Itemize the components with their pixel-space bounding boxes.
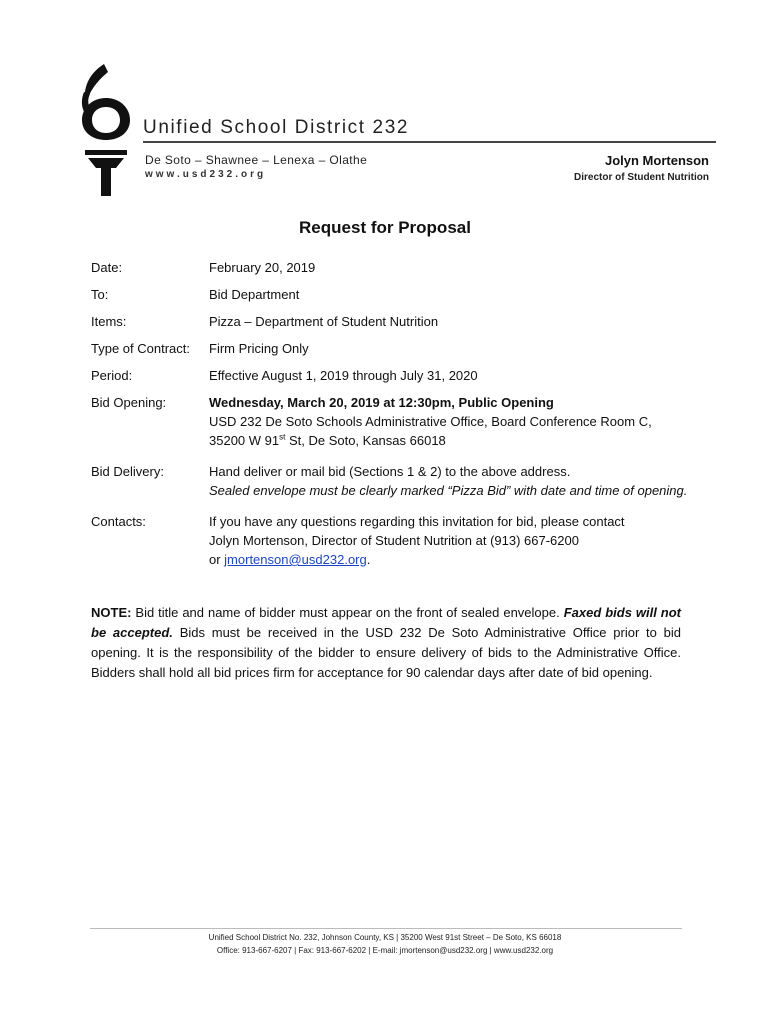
footer-address: Unified School District No. 232, Johnson County, KS | 35200 West 91st Street – De Soto, KS 66018 <box>208 933 562 942</box>
contacts-intro: If you have any questions regarding this invitation for bid, please contact <box>209 514 625 529</box>
field-value <box>209 462 691 500</box>
field-label: Period: <box>91 368 133 383</box>
bid-opening-datetime: Wednesday, March 20, 2019 at 12:30pm, Public Opening <box>209 395 554 410</box>
footer <box>0 931 770 957</box>
field-period <box>91 366 691 385</box>
field-label: Contacts: <box>91 514 146 529</box>
bid-opening-location: USD 232 De Soto Schools Administrative Office, Board Conference Room C, <box>209 414 652 429</box>
field-value: February 20, 2019 <box>209 260 316 275</box>
field-value: Bid Department <box>209 287 300 302</box>
document-title: Request for Proposal <box>299 218 471 237</box>
field-label: Bid Delivery: <box>91 464 164 479</box>
field-label: Bid Opening: <box>91 395 167 410</box>
ordinal-suffix: st <box>279 432 286 442</box>
note-label: NOTE: <box>91 605 132 620</box>
field-label: To: <box>91 287 109 302</box>
field-items <box>91 312 691 331</box>
bid-delivery-envelope-note: Sealed envelope must be clearly marked “Pizza Bid” with date and time of opening. <box>209 483 688 498</box>
contacts-or: or <box>209 552 225 567</box>
contact-email-link[interactable]: jmortenson@usd232.org <box>224 552 367 567</box>
bid-opening-address-start: 35200 W 91 <box>209 433 280 448</box>
director-name: Jolyn Mortenson <box>604 153 709 168</box>
director-title: Director of Student Nutrition <box>574 172 709 183</box>
field-value: Firm Pricing Only <box>209 341 309 356</box>
note-text-end: Bids must be received in the USD 232 De Soto Administrative Office prior to bid opening. It is the responsibility of the bidder to ensure delivery of bids to the Administrative Office. Bidders shall hold all bid prices firm for acceptance for 90 calendar days after date of bid opening. <box>91 625 681 680</box>
note-fax-warning: Faxed bids will not be accepted. <box>91 605 682 640</box>
bid-opening-address-end: St, De Soto, Kansas 66018 <box>285 433 446 448</box>
header-divider <box>143 141 716 143</box>
field-value: Effective August 1, 2019 through July 31, 2020 <box>209 368 478 383</box>
contacts-person: Jolyn Mortenson, Director of Student Nutrition at (913) 667-6200 <box>209 533 579 548</box>
field-label: Items: <box>91 314 127 329</box>
district-cities: De Soto – Shawnee – Lenexa – Olathe <box>145 153 368 167</box>
proposal-fields <box>91 258 691 569</box>
district-title: Unified School District 232 <box>143 117 410 138</box>
note-text-start: Bid title and name of bidder must appear on the front of sealed envelope. <box>131 605 564 620</box>
field-date <box>91 258 691 277</box>
contacts-period: . <box>366 552 371 567</box>
field-value <box>209 393 691 450</box>
district-torch-logo <box>80 62 132 198</box>
field-label: Type of Contract: <box>91 341 190 356</box>
district-website: www.usd232.org <box>145 169 267 180</box>
field-to <box>91 285 691 304</box>
bid-note <box>91 603 681 683</box>
field-value <box>209 512 691 569</box>
field-bid-opening <box>91 393 691 450</box>
field-label: Date: <box>91 260 123 275</box>
footer-divider <box>90 928 682 929</box>
field-contacts <box>91 512 691 569</box>
footer-contact: Office: 913-667-6207 | Fax: 913-667-6202 | E-mail: jmortenson@usd232.org | www.usd232.org <box>216 946 554 955</box>
field-contract-type <box>91 339 691 358</box>
bid-delivery-instructions: Hand deliver or mail bid (Sections 1 & 2) to the above address. <box>209 464 571 479</box>
field-value: Pizza – Department of Student Nutrition <box>209 314 439 329</box>
field-bid-delivery <box>91 462 691 500</box>
